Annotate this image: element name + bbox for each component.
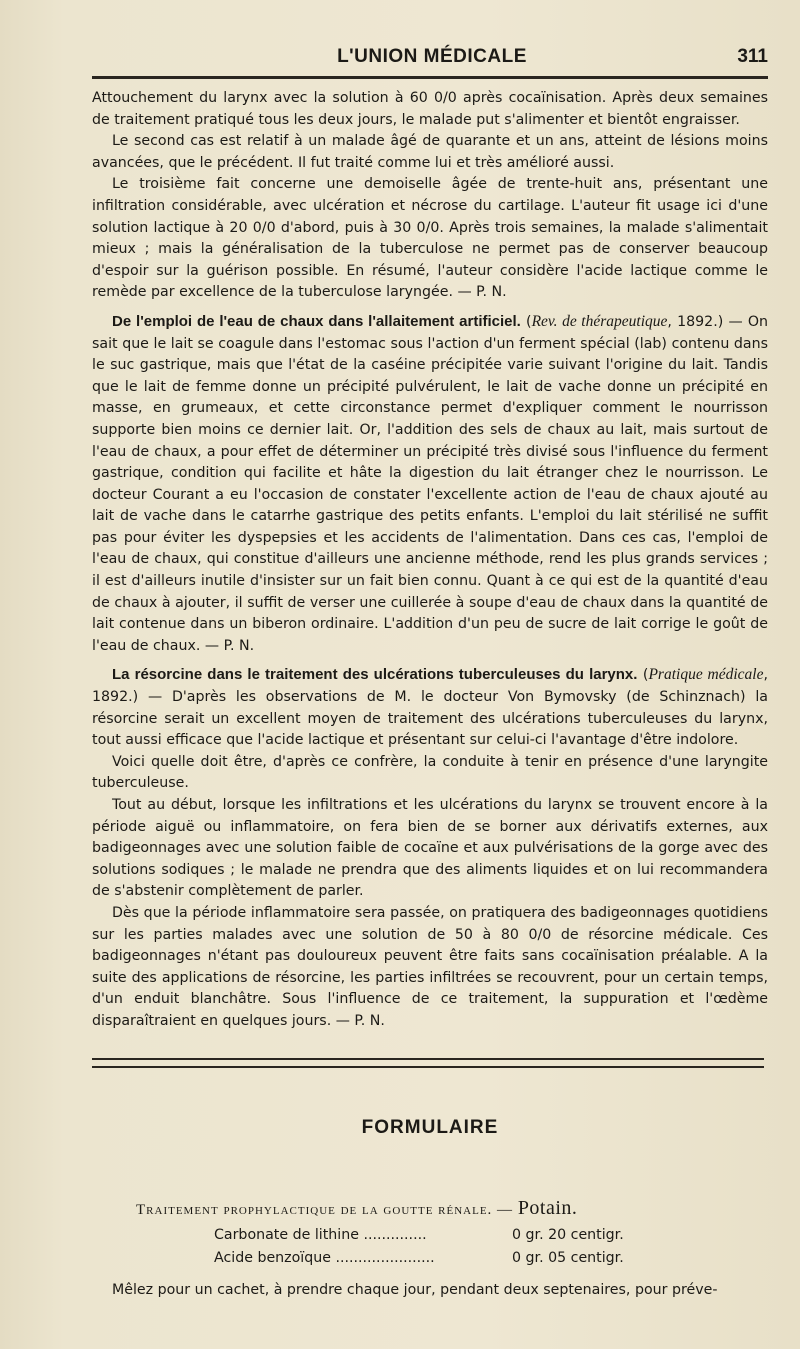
paragraph: Le second cas est relatif à un malade âgé de quarante et un ans, atteint de lésions moins avancées, que le précédent. Il fut traité comme lui et très amélioré aussi. xyxy=(92,133,768,171)
recipe-name: Traitement prophylactique de la goutte rénale. — xyxy=(136,1202,514,1218)
source-citation: Pratique médicale xyxy=(648,666,764,684)
header-rule xyxy=(92,76,768,79)
ingredient-name: Acide benzoïque ...................... xyxy=(214,1250,435,1266)
recipe-instruction: Mêlez pour un cachet, à prendre chaque jour, pendant deux septenaires, pour préve- xyxy=(112,1282,718,1298)
article-heading: La résorcine dans le traitement des ulcérations tuberculeuses du larynx. xyxy=(112,666,638,684)
article-resorcine: La résorcine dans le traitement des ulcérations tuberculeuses du larynx. (Pratique médicale, 1892.) — D'après les observations de M. le docteur Von Bymovsky (de Schinznach) la résorcine serait un excellent moyen de traitement des ulcérations tuberculeuses du larynx, tout aussi efficace que l'acide lactique et présentant sur celui-ci l'avantage d'être indolore. xyxy=(92,666,768,749)
page-header xyxy=(92,44,772,74)
paragraph: Le troisième fait concerne une demoiselle âgée de trente-huit ans, présentant une infiltration considérable, avec ulcération et nécrose du cartilage. L'auteur fit usage ici d'une solution lactique à 20 0/0 d'abord, puis à 30 0/0. Après trois semaines, la malade s'alimentait mieux ; mais la généralisation de la tuberculose ne permet pas de conserver beaucoup d'espoir sur la guérison possible. En résumé, l'auteur considère l'acide lactique comme le remède par excellence de la tuberculose laryngée. — P. N. xyxy=(92,176,768,301)
ingredient-row xyxy=(214,1250,714,1272)
paragraph: Dès que la période inflammatoire sera passée, on pratiquera des badigeonnages quotidiens sur les parties malades avec une solution de 50 à 80 0/0 de résorcine médicale. Ces badigeonnages n'étant pas douloureux peuvent être faits sans cocaïnisation préalable. A la suite des applications de résorcine, les parties infiltrées se recouvrent, pour un certain temps, d'un enduit blanchâtre. Sous l'influence de ce traitement, la suppuration et l'œdème disparaîtraient en quelques jours. — P. N. xyxy=(92,904,768,1029)
ingredient-quantity: 0 gr. 05 centigr. xyxy=(512,1250,624,1266)
article-text: 1892.) — On sait que le lait se coagule dans l'estomac sous l'action d'un ferment spécial (lab) contenu dans le suc gastrique, mais que l'état de la caséine précipitée varie suivant l'origine du lait. Tandis que le lait de femme donne un précipité pulvérulent, le lait de vache donne un précipité en masse, en grumeaux, et cette circonstance permet d'expliquer comment le nourrisson supporte bien moins ce dernier lait. Or, l'addition des sels de chaux au lait, mais surtout de l'eau de chaux, a pour effet de déterminer un précipité très divisé sous l'influence du ferment gastrique, condition qui facilite et hâte la digestion du lait étranger chez le nourrisson. Le docteur Courant a eu l'occasion de constater l'excellente action de l'eau de chaux ajouté au lait de vache dans le catarrhe gastrique des petits enfants. L'emploi du lait stérilisé ne suffit pas pour éviter les dyspepsies et les accidents de l'alimentation. Dans ces cas, l'emploi de l'eau de chaux, qui constitue d'ailleurs une ancienne méthode, rend les plus grands services ; il est d'ailleurs inutile d'insister sur un fait bien connu. Quant à ce qui est de la quantité d'eau de chaux à ajouter, il suffit de verser une cuillerée à soupe d'eau de chaux dans la quantité de lait contenue dans un biberon ordinaire. L'addition d'un peu de sucre de lait corrige le goût de l'eau de chaux. — P. N. xyxy=(92,313,768,654)
recipe-title xyxy=(136,1197,776,1220)
page-number: 311 xyxy=(737,46,768,67)
recipe-author: Potain. xyxy=(517,1197,578,1219)
journal-title: L'UNION MÉDICALE xyxy=(337,46,527,67)
ingredient-name: Carbonate de lithine .............. xyxy=(214,1227,427,1243)
paragraph: Voici quelle doit être, d'après ce confrère, la conduite à tenir en présence d'une laryngite tuberculeuse. xyxy=(92,753,768,792)
source-citation: Rev. de thérapeutique xyxy=(531,312,668,330)
article-lime-water: De l'emploi de l'eau de chaux dans l'allaitement artificiel. (Rev. de thérapeutique, 1892.) — On sait que le lait se coagule dans l'estomac sous l'action d'un ferment spécial (lab) contenu dans le suc gastrique, mais que l'état de la caséine précipitée varie suivant l'origine du lait. Tandis que le lait de femme donne un précipité pulvérulent, le lait de vache donne un précipité en masse, en grumeaux, et cette circonstance permet d'expliquer comment le nourrisson supporte bien moins ce dernier lait. Or, l'addition des sels de chaux au lait, mais surtout de l'eau de chaux, a pour effet de déterminer un précipité très divisé sous l'influence du ferment gastrique, condition qui facilite et hâte la digestion du lait étranger chez le nourrisson. Le docteur Courant a eu l'occasion de constater l'excellente action de l'eau de chaux ajouté au lait de vache dans le catarrhe gastrique des petits enfants. L'emploi du lait stérilisé ne suffit pas pour éviter les dyspepsies et les accidents de l'alimentation. Dans ces cas, l'emploi de l'eau de chaux, qui constitue d'ailleurs une ancienne méthode, rend les plus grands services ; il est d'ailleurs inutile d'insister sur un fait bien connu. Quant à ce qui est de la quantité d'eau de chaux à ajouter, il suffit de verser une cuillerée à soupe d'eau de chaux dans la quantité de lait contenue dans un biberon ordinaire. L'addition d'un peu de sucre de lait corrige le goût de l'eau de chaux. — P. N. xyxy=(92,312,768,654)
section-divider xyxy=(92,1058,764,1068)
article-heading: De l'emploi de l'eau de chaux dans l'allaitement artificiel. xyxy=(112,312,521,330)
formulaire-title: FORMULAIRE xyxy=(361,1117,499,1138)
article-body xyxy=(92,88,768,1033)
paragraph: Tout au début, lorsque les infiltrations et les ulcérations du larynx se trouvent encore à la période aiguë ou inflammatoire, on fera bien de se borner aux dérivatifs externes, aux badigeonnages avec une solution faible de cocaïne et aux pulvérisations de la gorge avec des solutions sodiques ; le malade ne prendra que des aliments liquides et on lui recommandera de s'abstenir complètement de parler. xyxy=(92,797,768,900)
ingredient-row xyxy=(214,1227,714,1249)
paragraph: Attouchement du larynx avec la solution à 60 0/0 après cocaïnisation. Après deux semaines de traitement pratiqué tous les deux jours, le malade put s'alimenter et bientôt engraisser. xyxy=(92,90,768,128)
ingredient-quantity: 0 gr. 20 centigr. xyxy=(512,1227,624,1243)
article-text: , 1892.) — D'après les observations de M. le docteur Von Bymovsky (de Schinznach) la résorcine serait un excellent moyen de traitement des ulcérations tuberculeuses du larynx, tout aussi efficace que l'acide lactique et présentant sur celui-ci l'avantage d'être indolore. xyxy=(92,667,768,749)
